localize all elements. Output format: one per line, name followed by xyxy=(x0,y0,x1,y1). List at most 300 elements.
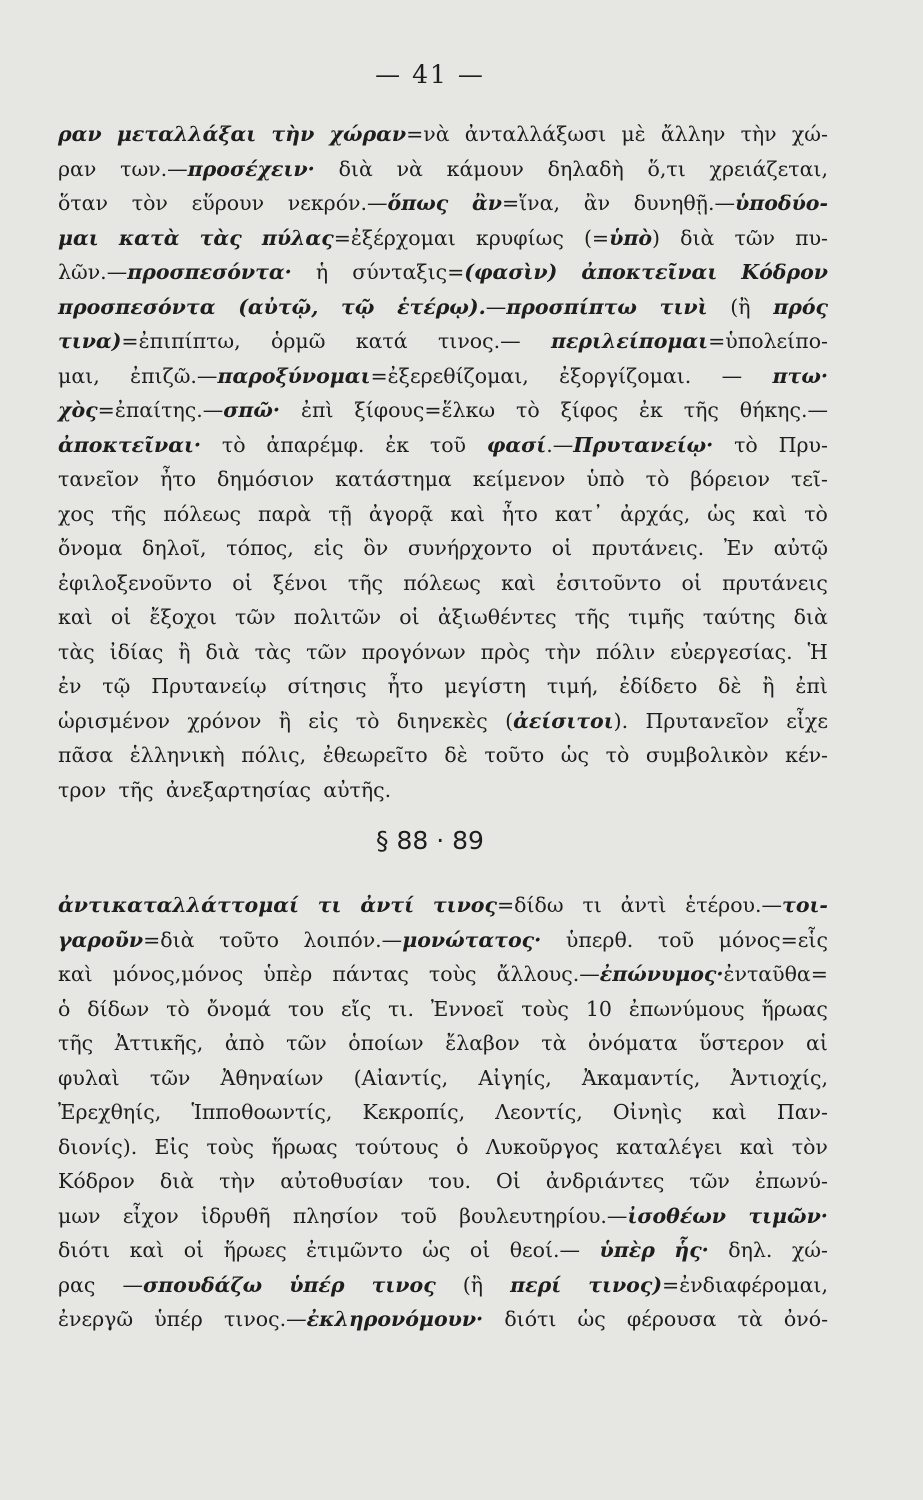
word-part: οἱ xyxy=(183,1238,205,1262)
word-part: οἱ xyxy=(110,605,132,629)
lemma-word: ὅπως xyxy=(387,191,449,215)
word xyxy=(501,566,536,601)
lemma-word: τινος xyxy=(432,893,497,917)
word-part: τὰς xyxy=(254,639,292,664)
word xyxy=(58,1302,133,1337)
word xyxy=(205,635,239,670)
text-line xyxy=(58,117,828,152)
word xyxy=(785,738,828,773)
word xyxy=(360,888,414,923)
word-part: παρὰ xyxy=(258,501,312,526)
word xyxy=(730,290,750,325)
lemma-word: παροξύνομαι xyxy=(217,363,371,388)
word-part: τὸ xyxy=(734,432,758,457)
word-part: εἴς xyxy=(341,996,372,1021)
text-line xyxy=(58,888,828,923)
word-part: εὕρουν xyxy=(191,191,265,215)
word xyxy=(548,152,624,187)
word-part: μων xyxy=(58,1203,101,1228)
word xyxy=(58,1026,93,1061)
word-part: βουλευτηρίου.— xyxy=(459,1203,628,1228)
lemma-word: τῷ xyxy=(341,294,375,319)
word xyxy=(646,462,670,497)
word xyxy=(401,1199,437,1234)
word xyxy=(293,1199,379,1234)
word xyxy=(362,635,466,670)
word xyxy=(685,888,828,923)
word xyxy=(119,221,180,256)
word-part: ὑπερθ. xyxy=(565,927,634,952)
word-part: τὰ xyxy=(737,1307,763,1331)
lemma-word: ἂν xyxy=(471,191,502,215)
word xyxy=(516,393,540,428)
word-part: τῷ xyxy=(102,674,131,698)
text-line xyxy=(58,704,828,739)
word xyxy=(304,923,542,958)
word-part: ἐπὶ xyxy=(300,398,334,422)
word xyxy=(58,359,100,394)
word-part: Ἡ xyxy=(807,639,828,664)
word-part: εἶχε xyxy=(786,708,828,733)
word-part: τῶν xyxy=(734,225,776,250)
word xyxy=(724,531,754,566)
word xyxy=(621,888,667,923)
word xyxy=(584,186,610,221)
word xyxy=(777,1095,828,1130)
lemma-word: ἀντικαταλλάττομαί xyxy=(58,893,299,917)
word-part: Παν- xyxy=(776,1100,828,1124)
lemma-word: προσπίπτω xyxy=(506,294,637,319)
word xyxy=(629,992,745,1027)
word xyxy=(559,359,691,394)
word-part: μεγίστη xyxy=(444,674,527,698)
word-part: συμβολικὸν xyxy=(645,743,769,767)
word-part: Ἐννοεῖ xyxy=(430,996,505,1021)
word-part: τὸ xyxy=(166,996,190,1021)
word xyxy=(779,428,828,463)
word-part: ἑτέρου.— xyxy=(685,893,783,917)
word-part: πολιτῶν xyxy=(293,605,382,629)
word xyxy=(352,255,557,290)
word-part: ἀνεξαρτησίας xyxy=(165,777,311,802)
text-line xyxy=(58,635,828,670)
word-part: τρον xyxy=(58,777,107,802)
word xyxy=(795,669,828,704)
word xyxy=(707,497,735,532)
word xyxy=(288,992,324,1027)
word xyxy=(791,462,828,497)
word xyxy=(470,1233,490,1268)
lemma-word: τὰς xyxy=(199,225,242,250)
word-part: καὶ xyxy=(58,962,93,986)
text-line xyxy=(58,957,828,992)
text-line xyxy=(58,1268,828,1303)
word-part: τὸ xyxy=(605,743,630,767)
word-part: ἐθεωρεῖτο xyxy=(322,743,428,767)
word xyxy=(627,1302,717,1337)
lemma-word: ὑπὸ xyxy=(609,225,653,250)
word xyxy=(58,566,212,601)
word xyxy=(58,669,81,704)
word-part: Ἀκαμαντίς, xyxy=(581,1065,701,1090)
word xyxy=(613,1095,682,1130)
text-line xyxy=(58,221,828,256)
word xyxy=(222,428,246,463)
word xyxy=(271,324,325,359)
lemma-word: προσπεσόντα xyxy=(58,294,216,319)
word xyxy=(481,635,530,670)
word-part: τὴν xyxy=(740,122,777,146)
word-part: θήκης.— xyxy=(739,398,828,422)
commentary-block-2 xyxy=(58,888,828,1337)
word-part: ἰδίας xyxy=(109,639,164,664)
word xyxy=(102,669,130,704)
word xyxy=(588,1026,678,1061)
word-part: τοῦ xyxy=(429,432,467,457)
word-part: Πρυτανείῳ xyxy=(151,674,267,698)
lemma-word: κατὰ xyxy=(118,225,180,250)
word-part: ἱδρυθῆ xyxy=(201,1203,271,1228)
word-part: Λεοντίς, xyxy=(495,1100,583,1124)
word-part: Πρυ- xyxy=(778,432,828,457)
word-part: νεκρόν.— xyxy=(287,191,388,215)
word xyxy=(397,152,423,187)
word-part: (ἢ xyxy=(730,294,751,319)
word-part: ἐφιλοξενοῦντο xyxy=(58,570,213,595)
word xyxy=(58,1233,110,1268)
word xyxy=(792,1233,828,1268)
word xyxy=(463,1268,483,1303)
word-part: (Αἰαντίς, xyxy=(353,1065,449,1090)
word xyxy=(582,888,601,923)
word xyxy=(718,669,741,704)
word-part: μόνος,μόνος xyxy=(112,962,244,986)
word xyxy=(226,531,294,566)
word-part: τι. xyxy=(388,996,414,1021)
word-part: λοιπόν.— xyxy=(303,927,403,952)
word xyxy=(115,1026,204,1061)
word xyxy=(497,957,828,992)
word xyxy=(740,393,828,428)
commentary-block-1 xyxy=(58,117,828,807)
word xyxy=(341,992,371,1027)
word xyxy=(628,600,684,635)
word xyxy=(588,1268,828,1303)
text-line xyxy=(58,255,828,290)
word xyxy=(200,221,242,256)
word xyxy=(58,1268,95,1303)
word xyxy=(120,152,315,187)
word-part: ὃν xyxy=(363,536,389,560)
word-part: δυνηθῇ.— xyxy=(633,191,735,215)
word xyxy=(684,393,719,428)
word xyxy=(484,738,544,773)
word xyxy=(224,1302,483,1337)
lemma-word: τινος) xyxy=(588,1272,663,1297)
word xyxy=(710,152,828,187)
word xyxy=(316,255,328,290)
word xyxy=(399,600,419,635)
word xyxy=(495,1095,583,1130)
word xyxy=(741,255,828,290)
word xyxy=(58,221,99,256)
word-part: κέν- xyxy=(785,743,828,767)
word-part: τῆς xyxy=(111,501,147,526)
word xyxy=(286,1026,327,1061)
word-part: Πρυτανεῖον xyxy=(645,708,769,733)
word-part: τόπος, xyxy=(226,536,294,560)
word-part: συνήρχοντο xyxy=(407,536,533,560)
word-part: ὁποίων xyxy=(348,1031,424,1055)
word xyxy=(689,1164,730,1199)
lemma-word: (αὐτῷ, xyxy=(238,294,319,319)
word xyxy=(555,497,603,532)
word-part: διότι xyxy=(58,1238,111,1262)
word-part: Οἱ xyxy=(496,1169,521,1193)
word xyxy=(521,992,569,1027)
word-part: χος xyxy=(58,501,95,526)
word-part: ἀξιωθέντες xyxy=(437,605,557,629)
word xyxy=(151,669,266,704)
lemma-word: πρός xyxy=(773,294,828,319)
word-part: κατάστημα xyxy=(335,467,452,491)
word xyxy=(58,888,299,923)
word-part: Ἐρεχθηίς, xyxy=(58,1100,162,1124)
word xyxy=(306,635,347,670)
word-part: Αἰγηίς, xyxy=(478,1065,552,1090)
word xyxy=(58,704,170,739)
word-part: ἐνεργῶ xyxy=(58,1307,134,1331)
word-part: δηλ. xyxy=(728,1238,773,1262)
text-line xyxy=(58,1233,828,1268)
word-part: ἀνδριάντες xyxy=(545,1169,665,1193)
word-part: — xyxy=(721,363,743,388)
word-part: ἐκ xyxy=(385,432,410,457)
word xyxy=(335,462,452,497)
word xyxy=(58,773,112,808)
word xyxy=(792,117,828,152)
word-part: ὀνό- xyxy=(783,1307,828,1331)
word-part: ἀρχάς, xyxy=(620,501,691,526)
word-part: σύνταξις= xyxy=(352,260,465,284)
word-part: οἱ xyxy=(469,1238,491,1262)
word-part: ἀγορᾷ xyxy=(368,501,434,526)
word xyxy=(58,1095,161,1130)
word-part: ἐδίδετο xyxy=(619,674,698,698)
word xyxy=(329,117,449,152)
word xyxy=(308,704,338,739)
word xyxy=(592,531,704,566)
word xyxy=(699,1026,784,1061)
lemma-word: ἀντί xyxy=(360,893,415,917)
word-part: καταλέγει xyxy=(616,1134,723,1159)
word-part: πρυτάνεις xyxy=(722,570,828,595)
word-part: ἥρωας xyxy=(271,1134,338,1159)
lemma-word: προσέχειν· xyxy=(187,156,315,181)
word-part: Λυκοῦργος xyxy=(485,1134,599,1159)
word-part: διὰ xyxy=(680,225,715,250)
word-part: ὄνομά xyxy=(206,996,272,1021)
word-part: τὰς xyxy=(58,639,95,664)
text-line xyxy=(58,152,828,187)
word-part: =ὑπολείπο- xyxy=(708,329,828,353)
word-part: ἐξοργίζομαι. xyxy=(559,363,692,388)
word xyxy=(728,1233,772,1268)
word-part: κάμουν xyxy=(446,156,524,181)
word xyxy=(639,393,663,428)
word-part: Ἱπποθοωντίς, xyxy=(191,1100,333,1124)
lemma-word: φασί xyxy=(486,432,547,457)
word-part: εἰς xyxy=(308,708,339,733)
lemma-word: ἰσοθέων xyxy=(627,1203,727,1228)
page-number: — 41 — xyxy=(375,60,485,89)
word-part: ἥρωας xyxy=(761,996,828,1021)
word xyxy=(130,738,225,773)
word xyxy=(289,1268,344,1303)
text-line xyxy=(58,324,828,359)
word-part: Ἀθηναίων xyxy=(220,1065,324,1090)
word-part: τιμή, xyxy=(546,674,599,698)
word xyxy=(752,497,787,532)
text-line xyxy=(58,1199,828,1234)
word-part: πυ- xyxy=(795,225,828,250)
word xyxy=(547,669,599,704)
word xyxy=(58,923,194,958)
word-part: μαι, xyxy=(58,363,100,388)
word xyxy=(774,531,828,566)
word-part: ρας xyxy=(58,1272,96,1297)
text-line xyxy=(58,1026,828,1061)
word-part: Εἰς xyxy=(154,1134,190,1159)
text-line xyxy=(58,290,828,325)
word xyxy=(388,992,414,1027)
word xyxy=(184,1233,204,1268)
word xyxy=(430,428,466,463)
word-part: ἦτο xyxy=(160,467,197,491)
word-part: ἀπὸ xyxy=(224,1031,265,1055)
word xyxy=(332,957,408,992)
word xyxy=(58,1199,101,1234)
word-part: ὅταν xyxy=(58,191,108,215)
word xyxy=(719,923,828,958)
word-part: διὰ xyxy=(205,639,240,664)
word xyxy=(385,428,409,463)
lemma-word: μαι xyxy=(58,225,99,250)
word xyxy=(661,117,726,152)
lemma-word: μεταλλάξαι xyxy=(116,122,257,146)
word xyxy=(596,635,655,670)
word xyxy=(372,1268,436,1303)
word-part: ξίφος xyxy=(560,398,619,422)
word-part: τοῦτο xyxy=(484,743,545,767)
word xyxy=(323,738,428,773)
word-part: πλησίον xyxy=(292,1203,379,1228)
word xyxy=(658,923,694,958)
word xyxy=(478,1061,551,1096)
word-part: τούτους xyxy=(354,1134,439,1159)
word xyxy=(762,669,774,704)
word xyxy=(58,497,94,532)
word xyxy=(561,393,619,428)
text-line xyxy=(58,773,828,808)
word-part: τῶν xyxy=(286,1031,327,1055)
lemma-word: τινὶ xyxy=(659,294,708,319)
lemma-word: τινα) xyxy=(58,329,122,353)
word-part: ἐτιμῶντο xyxy=(306,1238,403,1262)
word-part: ἀνταλλάξωσι xyxy=(464,122,607,146)
word-part: ὡς xyxy=(577,1307,606,1331)
lemma-word: χὸς xyxy=(58,398,98,422)
lemma-word: σπουδάζω xyxy=(142,1272,263,1297)
word xyxy=(166,992,190,1027)
lemma-word: ὑπὲρ xyxy=(599,1238,655,1262)
word-part: τινος.— xyxy=(437,329,521,353)
word xyxy=(473,462,566,497)
word-part: προγόνων xyxy=(361,639,466,664)
word xyxy=(87,992,149,1027)
word xyxy=(219,923,279,958)
word-part: αἱ xyxy=(805,1031,828,1055)
word-part: καὶ xyxy=(501,570,536,595)
word xyxy=(619,669,697,704)
word-part: τὴν xyxy=(219,1169,256,1193)
word xyxy=(271,117,314,152)
word-part: καὶ xyxy=(739,1134,775,1159)
word xyxy=(740,1130,775,1165)
word xyxy=(784,1302,828,1337)
word xyxy=(496,1164,521,1199)
word-part: φέρουσα xyxy=(626,1307,717,1331)
word-part: διὰ xyxy=(159,1169,195,1193)
word xyxy=(150,1061,191,1096)
word-part: ἐπιζῶ.— xyxy=(130,363,218,388)
word xyxy=(486,1130,599,1165)
word-part: σίτησις xyxy=(287,674,367,698)
word xyxy=(794,600,828,635)
word xyxy=(58,152,96,187)
word xyxy=(762,992,828,1027)
word-part: ἄλλην xyxy=(660,122,726,146)
word-part: ἐσιτοῦντο xyxy=(555,570,662,595)
word-part: καὶ xyxy=(129,1238,165,1262)
word-part: ὡς xyxy=(560,743,589,767)
lemma-word: χώραν xyxy=(329,122,407,146)
word-part: κατ᾽ xyxy=(554,501,604,526)
text-line xyxy=(58,1095,828,1130)
word-part: ὅ,τι xyxy=(647,156,686,181)
word xyxy=(578,1302,606,1337)
word-part: εἶχον xyxy=(122,1203,179,1228)
word xyxy=(586,462,624,497)
word xyxy=(584,221,660,256)
word xyxy=(271,1130,337,1165)
word-part: τὸ xyxy=(355,708,380,733)
word-part: καὶ xyxy=(752,501,788,526)
word-part: ἡ xyxy=(315,260,329,284)
word xyxy=(731,1061,828,1096)
word-part: =ἐξερεθίζομαι, xyxy=(370,363,529,388)
word-part: ὑπὸ xyxy=(586,467,625,491)
word-part: =δίδω xyxy=(496,893,564,917)
text-line xyxy=(58,359,828,394)
word-part: 10 xyxy=(585,996,612,1021)
word xyxy=(690,462,770,497)
word-part: πόλεως xyxy=(403,570,481,595)
word-part: κείμενον xyxy=(472,467,566,491)
word-part: φυλαὶ xyxy=(58,1065,120,1090)
word-part: καὶ xyxy=(712,1100,747,1124)
word xyxy=(450,497,485,532)
